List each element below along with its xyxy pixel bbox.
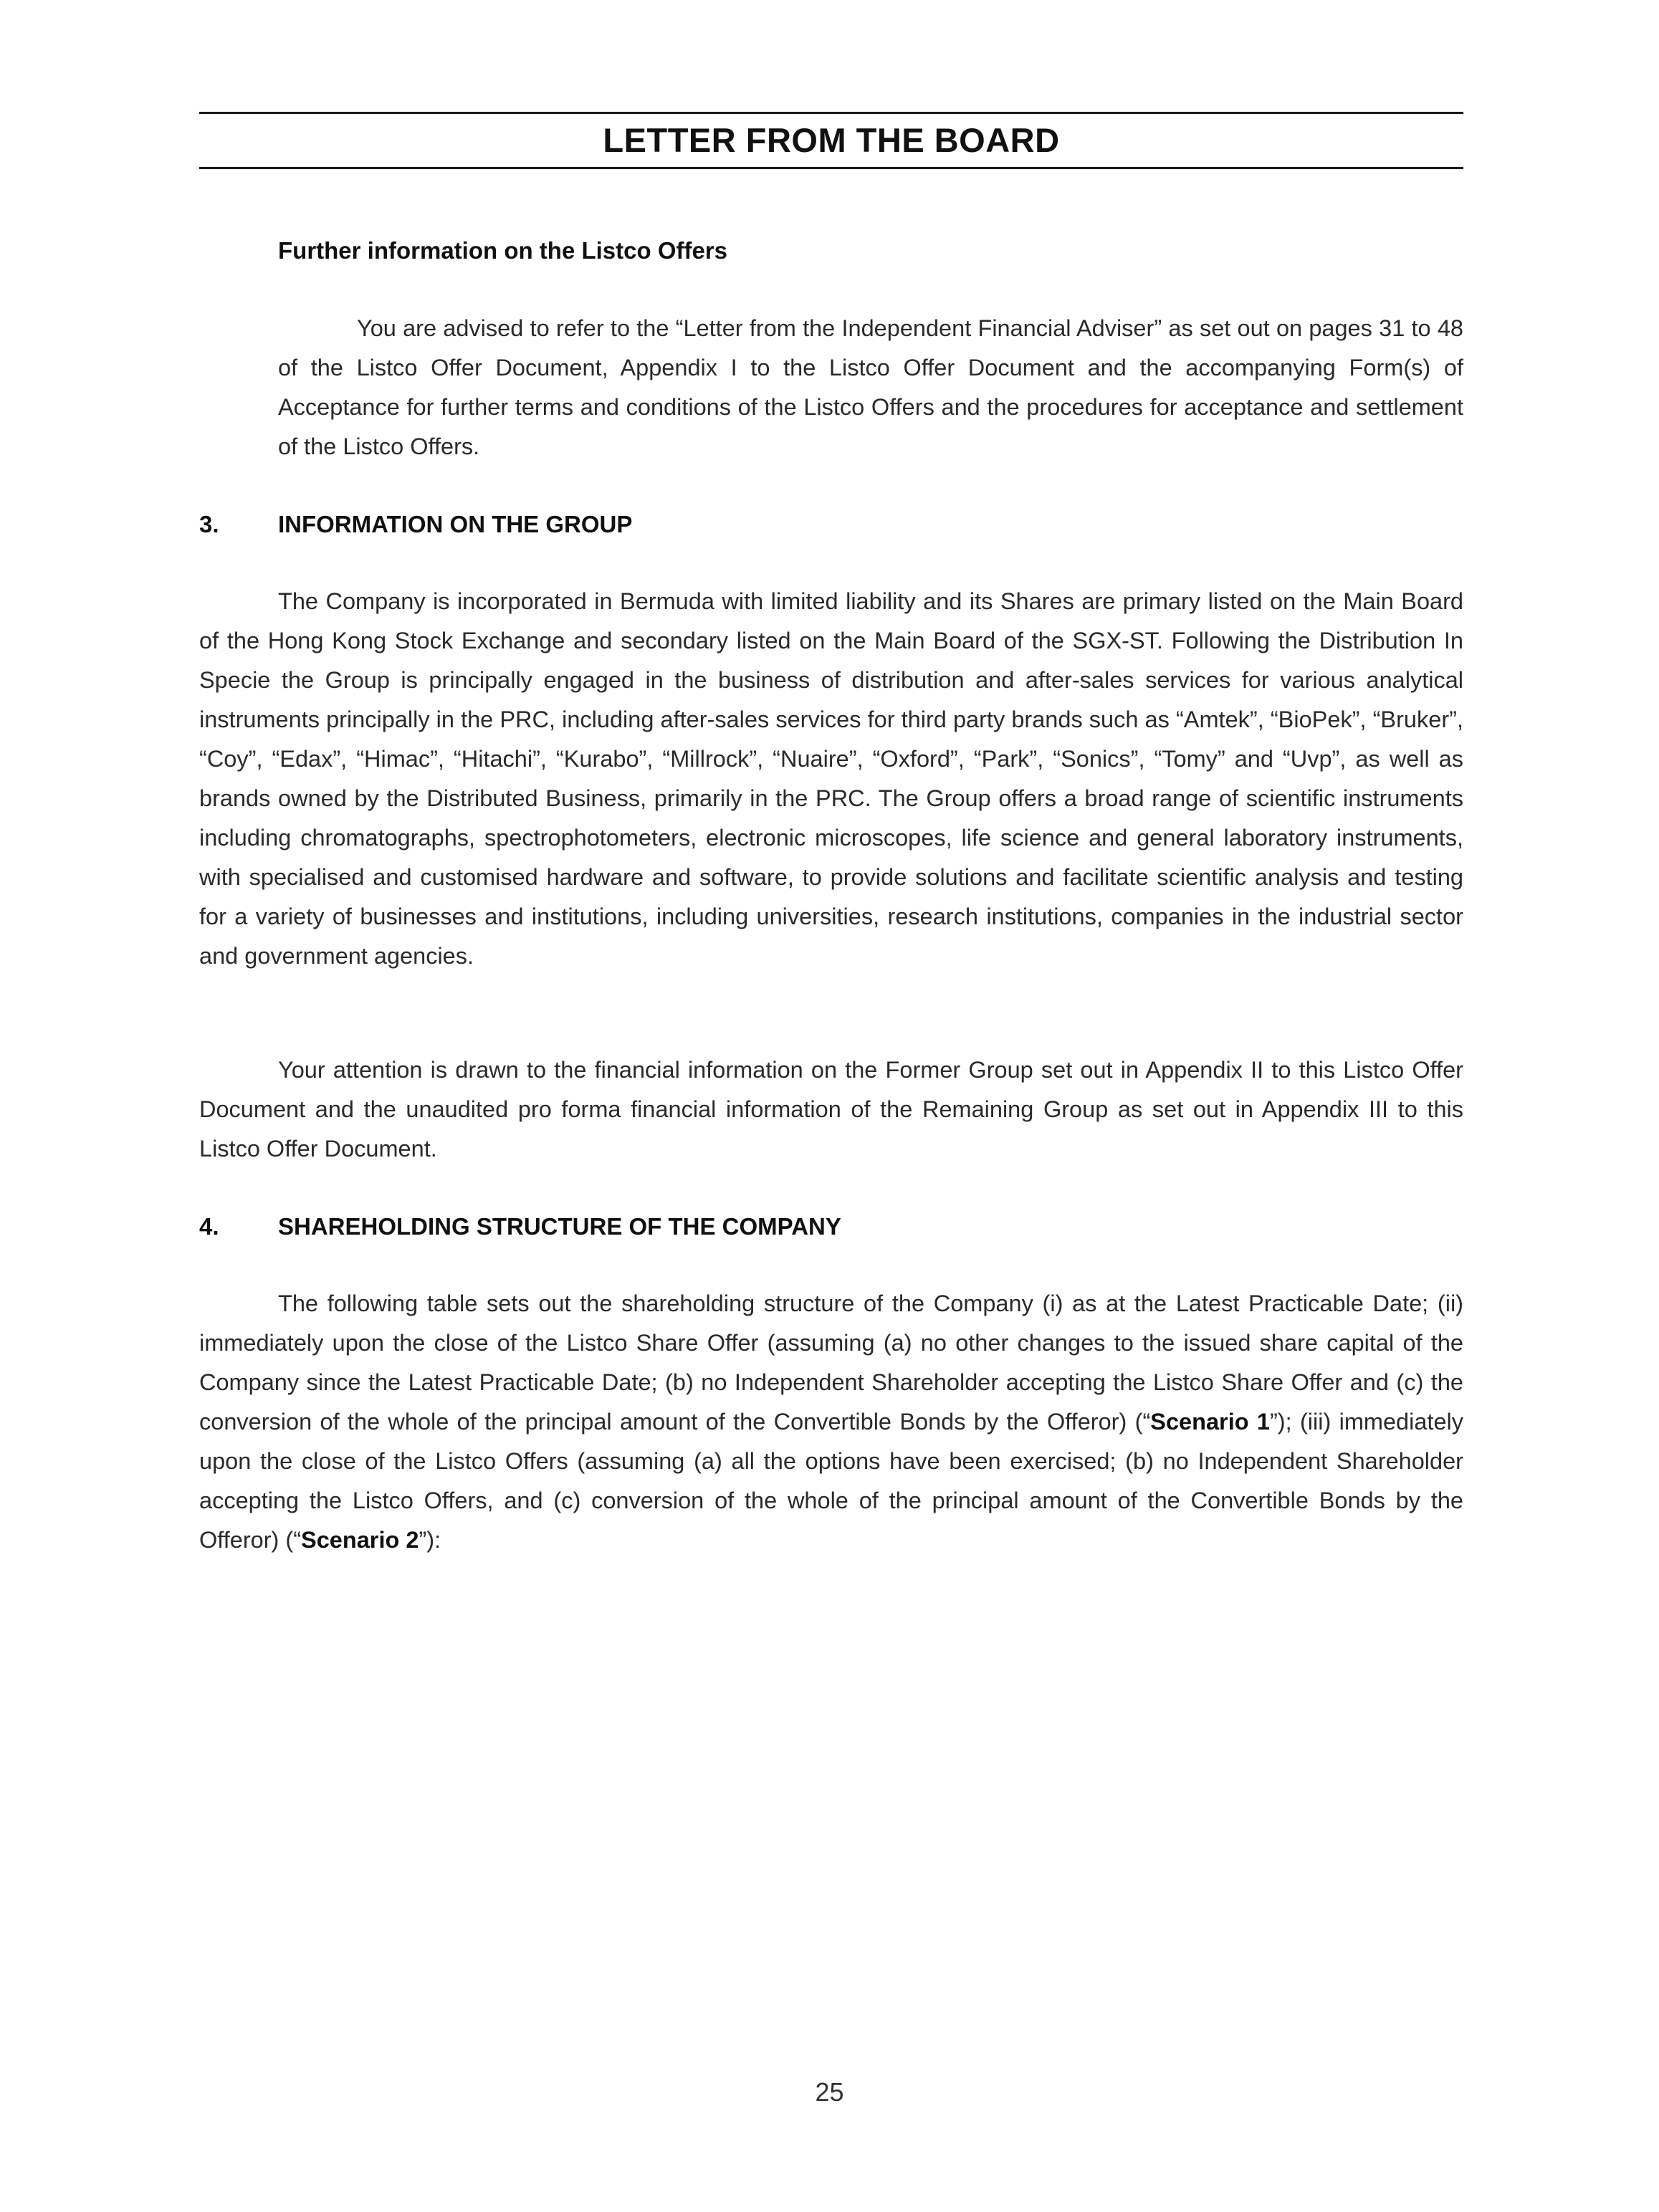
section-3-paragraph-1: The Company is incorporated in Bermuda with limited liability and its Shares are primary listed on the Main Board of the Hong Kong Stock Exchange and secondary listed on the Main Board of the SGX-ST. Following the Distribution In Specie the Group is principally engaged in the business of distribution and after-sales services for various analytical instruments principally in the PRC, including after-sales services for third party brands such as “Amtek”, “BioPek”, “Bruker”, “Coy”, “Edax”, “Himac”, “Hitachi”, “Kurabo”, “Millrock”, “Nuaire”, “Oxford”, “Park”, “Sonics”, “Tomy” and “Uvp”, as well as brands owned by the Distributed Business, primarily in the PRC. The Group offers a broad range of scientific instruments including chromatographs, spectrophotometers, electronic microscopes, life science and general laboratory instruments, with specialised and customised hardware and software, to provide solutions and facilitate scientific analysis and testing for a variety of businesses and institutions, including universities, research institutions, companies in the industrial sector and government agencies.	[199, 588, 1463, 969]
section-4-title: SHAREHOLDING STRUCTURE OF THE COMPANY	[278, 1213, 841, 1240]
section-4-heading	[199, 1211, 1463, 1243]
section-3-paragraph-2: Your attention is drawn to the financial information on the Former Group set out in Appendix II to this Listco Offer Document and the unaudited pro forma financial information of the Remaining Group as set out in Appendix III to this Listco Offer Document.	[199, 1057, 1463, 1162]
section-3-number: 3.	[199, 511, 219, 537]
page-title: LETTER FROM THE BOARD	[603, 121, 1060, 159]
header-top-rule	[199, 112, 1463, 114]
section-4-number: 4.	[199, 1213, 219, 1240]
section-4-text-part-2: ”); (iii) immediately upon the close of the Listco Offers (assuming (a) all the options have been exercised; (b) no Independent Shareholder accepting the Listco Offers, and (c) conversion of the whole of the principal amount of the Convertible Bonds by the Offeror) (“	[199, 1409, 1464, 1553]
further-info-heading: Further information on the Listco Offers	[278, 237, 728, 264]
scenario-2-term: Scenario 2	[301, 1527, 419, 1553]
further-info-paragraph: You are advised to refer to the “Letter from the Independent Financial Adviser” as set out on pages 31 to 48 of the Listco Offer Document, Appendix I to the Listco Offer Document and the accompanying Form(s) of Acceptance for further terms and conditions of the Listco Offers and the procedures for acceptance and settlement of the Listco Offers.	[278, 315, 1463, 459]
scenario-1-term: Scenario 1	[1150, 1409, 1270, 1435]
header-bottom-rule	[199, 167, 1463, 169]
section-4-text-part-1: The following table sets out the shareholding structure of the Company (i) as at the Latest Practicable Date; (ii) immediately upon the close of the Listco Share Offer (assuming (a) no other changes to the issued share capital of the Company since the Latest Practicable Date; (b) no Independent Shareholder accepting the Listco Share Offer and (c) the conversion of the whole of the principal amount of the Convertible Bonds by the Offeror) (“	[199, 1291, 1463, 1435]
section-3-heading	[199, 509, 1463, 540]
section-4-text-part-3: ”):	[419, 1527, 441, 1553]
section-4-paragraph	[199, 1284, 1463, 1560]
section-3-title: INFORMATION ON THE GROUP	[278, 511, 633, 537]
page-number: 25	[815, 2077, 844, 2107]
